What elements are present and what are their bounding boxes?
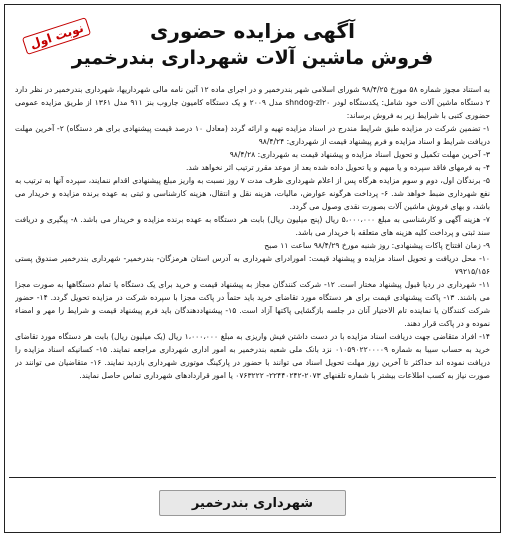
clause-paragraph: ۱۰- محل دریافت و تحویل اسناد مزایده و پیشنهاد قیمت: امورادرای شهرداری به آدرس استان هرمزگان- بندرخمیر- شهرداری بندرخمیر صندوق پستی ۷۹۲۱۵/۱۵۶	[15, 254, 490, 276]
notice-frame	[4, 4, 501, 533]
clause-paragraph: ۴- به فرمهای فاقد سپرده و یا مبهم و یا تحویل داده شده بعد از موعد مقرر ترتیب اثر نخواهد شد.	[186, 163, 490, 172]
clause-paragraph: ۱- تضمین شرکت در مزایده طبق شرایط مندرج در اسناد مزایده تهیه و ارائه گردد (معادل ۱۰ درصد قیمت پیشنهادی برای هر دستگاه) ۲- آخرین مهلت دریافت شرایط و اسناد مزایده و فرم پیشنهاد قیمت از شهرداری: ۹۸/۴/۲۴	[15, 124, 490, 146]
notice-title: آگهی مزایده حضوری	[150, 19, 355, 43]
clause-paragraph: ۹- زمان افتتاح پاکات پیشنهادی: روز شنبه مورخ ۹۸/۴/۲۹ ساعت ۱۱ صبح	[264, 241, 490, 250]
clause-paragraph: ۷- هزینه آگهی و کارشناسی به مبلغ ۵،۰۰۰،۰۰۰ ریال (پنج میلیون ریال) بابت هر دستگاه به عهده برنده مزایده و خریدار می باشد. ۸- پیگیری و دریافت سند ثبتی و پرداخت کلیه هزینه های متعلقه با خریدار می باشد.	[15, 215, 490, 237]
clause-paragraph: ۱۴- افراد متقاضی جهت دریافت اسناد مزایده با در دست داشتن فیش واریزی به مبلغ ۱،۰۰۰،۰۰۰ ریال (یک میلیون ریال) بابت هر دستگاه مورد تقاضای خرید به حساب سیبا به شماره ۰۱۰۵۹۰۲۲۰۰۰۰۹ نزد بانک ملی شعبه بندرخمیر به امور اداری شهرداری مراجعه نمایند. ۱۵- کسانیکه اسناد مزایده را دریافت نموده اند حداکثر تا آخرین روز مهلت تحویل اسناد می توانند با حضور در پارکینگ موتوری شهرداری بازدید نمایند. ۱۶- متقاضیان می توانند در صورت نیاز به کسب اطلاعات بیشتر با شماره تلفنهای ۲۰۷۳-۲۲۴۴۰۲۴۲- ۰۷۶۳۲۲۲ یا امور قراردادهای شهرداری تماس حاصل نمایند.	[15, 332, 490, 380]
notice-footer	[9, 477, 496, 526]
first-publication-badge: نوبت اول	[22, 17, 92, 55]
notice-body	[15, 83, 490, 479]
clause-paragraph: ۱۱- شهرداری در ردیا قبول پیشنهاد مختار است. ۱۲- شرکت کنندگان مجاز به پیشنهاد قیمت و خرید برای یک دستگاه یا تمام دستگاهها به صورت مجزا می باشند. ۱۳- پاکت پیشنهادی قیمت برای هر دستگاه مورد تقاضای خرید باید حتماً در پاکت مجزا با سپرده شرکت در مزایده تحویل گردد. ۱۴- حضور شرکت کنندگان یا نماینده تام الاختیار آنان در جلسه بازگشایی پاکتها آزاد است. ۱۵- پیشنهاددهندگان باید فرم پیشنهاد قیمت و شرایط را مهر و امضاء نموده و در پاکت قرار دهند.	[15, 280, 490, 328]
intro-paragraph: به استناد مجوز شماره ۵۸ مورخ ۹۸/۴/۲۵ شورای اسلامی شهر بندرخمیر و در اجرای ماده ۱۲ آئین نامه مالی شهرداریها، شهرداری بندرخمیر در نظر دارد ۲ دستگاه ماشین آلات خود شامل: یکدستگاه لودر shndog-zl۲۰ مدل ۲۰۰۹ و یک دستگاه کامیون جاروب بنز ۹۱۱ مدل ۱۳۶۱ از طریق مزایده عمومی حضوری کتبی با شرایط زیر به فروش برساند:	[15, 85, 490, 120]
clause-paragraph: ۵- برندگان اول، دوم و سوم مزایده هرگاه پس از اعلام شهرداری ظرف مدت ۷ روز نسبت به واریز مبلغ پیشنهادی اقدام ننمایند، سپرده آنها به ترتیب به نفع شهرداری ضبط خواهد شد. ۶- پرداخت هرگونه عوارض، مالیات، هزینه نقل و انتقال، هزینه کارشناسی و ثبتی به عهده برنده مزایده و خریدار می باشد، و بهای فروش ماشین آلات بصورت نقدی وصول می گردد.	[15, 176, 490, 211]
notice-subtitle: فروش ماشین آلات شهرداری بندرخمیر	[71, 47, 434, 69]
municipality-signature: شهرداری بندرخمیر	[159, 490, 346, 516]
clause-paragraph: ۳- آخرین مهلت تکمیل و تحویل اسناد مزایده و پیشنهاد قیمت به شهرداری: ۹۸/۴/۲۸	[229, 150, 490, 159]
